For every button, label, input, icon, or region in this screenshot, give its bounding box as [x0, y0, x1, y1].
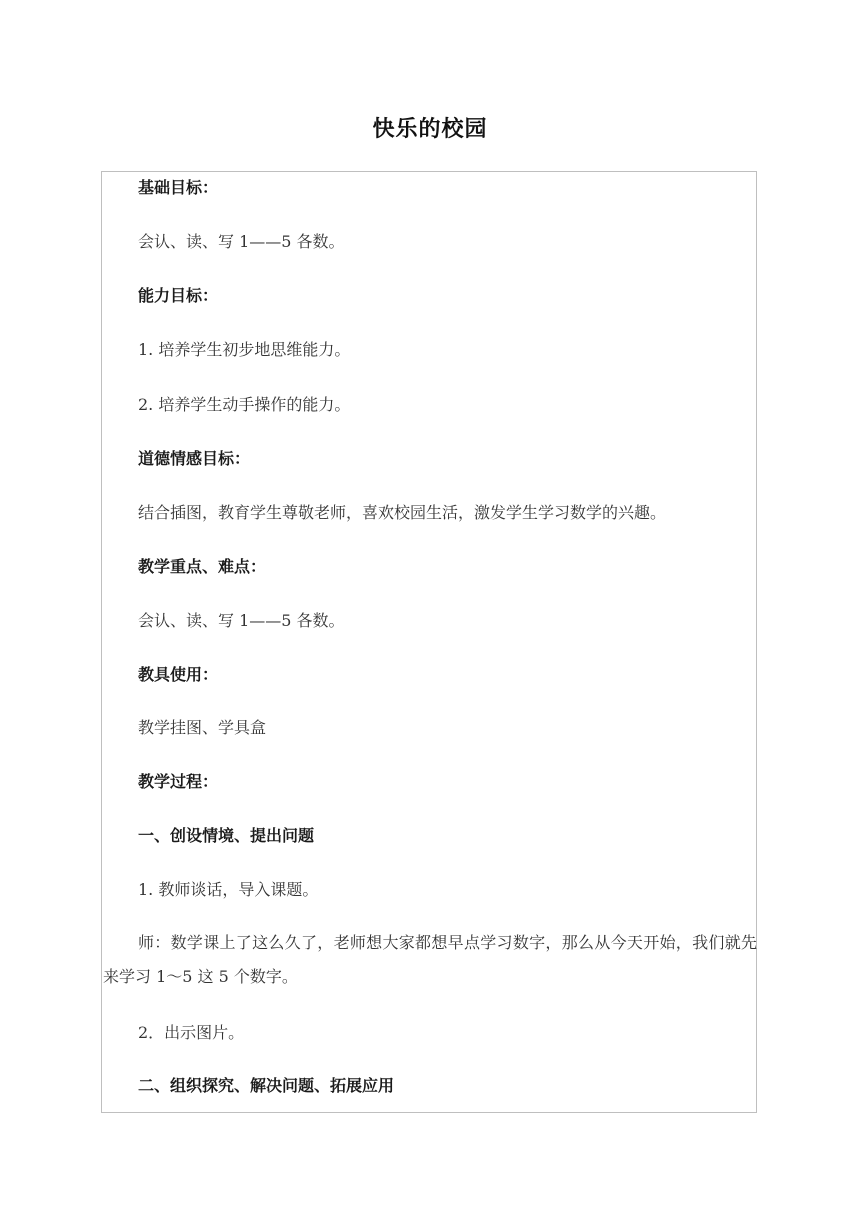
ability-goal-item-1: 1. 培养学生初步地思维能力。 — [138, 340, 351, 359]
step1-heading: 一、创设情境、提出问题 — [138, 826, 315, 845]
moral-goal-text: 结合插图，教育学生尊敬老师，喜欢校园生活，激发学生学习数学的兴趣。 — [138, 503, 667, 522]
process-heading: 教学过程： — [138, 772, 219, 791]
tools-heading: 教具使用： — [138, 665, 219, 684]
step1-item-1: 1. 教师谈话，导入课题。 — [138, 880, 319, 899]
ability-goal-item-2: 2. 培养学生动手操作的能力。 — [138, 395, 351, 414]
moral-goal-heading: 道德情感目标： — [138, 449, 251, 468]
tools-text: 教学挂图、学具盒 — [138, 718, 267, 737]
document-title: 快乐的校园 — [372, 116, 488, 142]
step2-heading: 二、组织探究、解决问题、拓展应用 — [138, 1076, 395, 1095]
step1-item-2: 2．出示图片。 — [138, 1023, 245, 1042]
basic-goal-heading: 基础目标： — [138, 178, 219, 197]
ability-goal-heading: 能力目标： — [138, 286, 219, 305]
basic-goal-text: 会认、读、写 1——5 各数。 — [138, 232, 345, 251]
teacher-speech-paragraph: 师：数学课上了这么久了，老师想大家都想早点学习数字，那么从今天开始，我们就先来学习 1～5 这 5 个数字。 — [103, 933, 757, 986]
key-points-text: 会认、读、写 1——5 各数。 — [138, 611, 345, 630]
key-points-heading: 教学重点、难点： — [138, 557, 267, 576]
